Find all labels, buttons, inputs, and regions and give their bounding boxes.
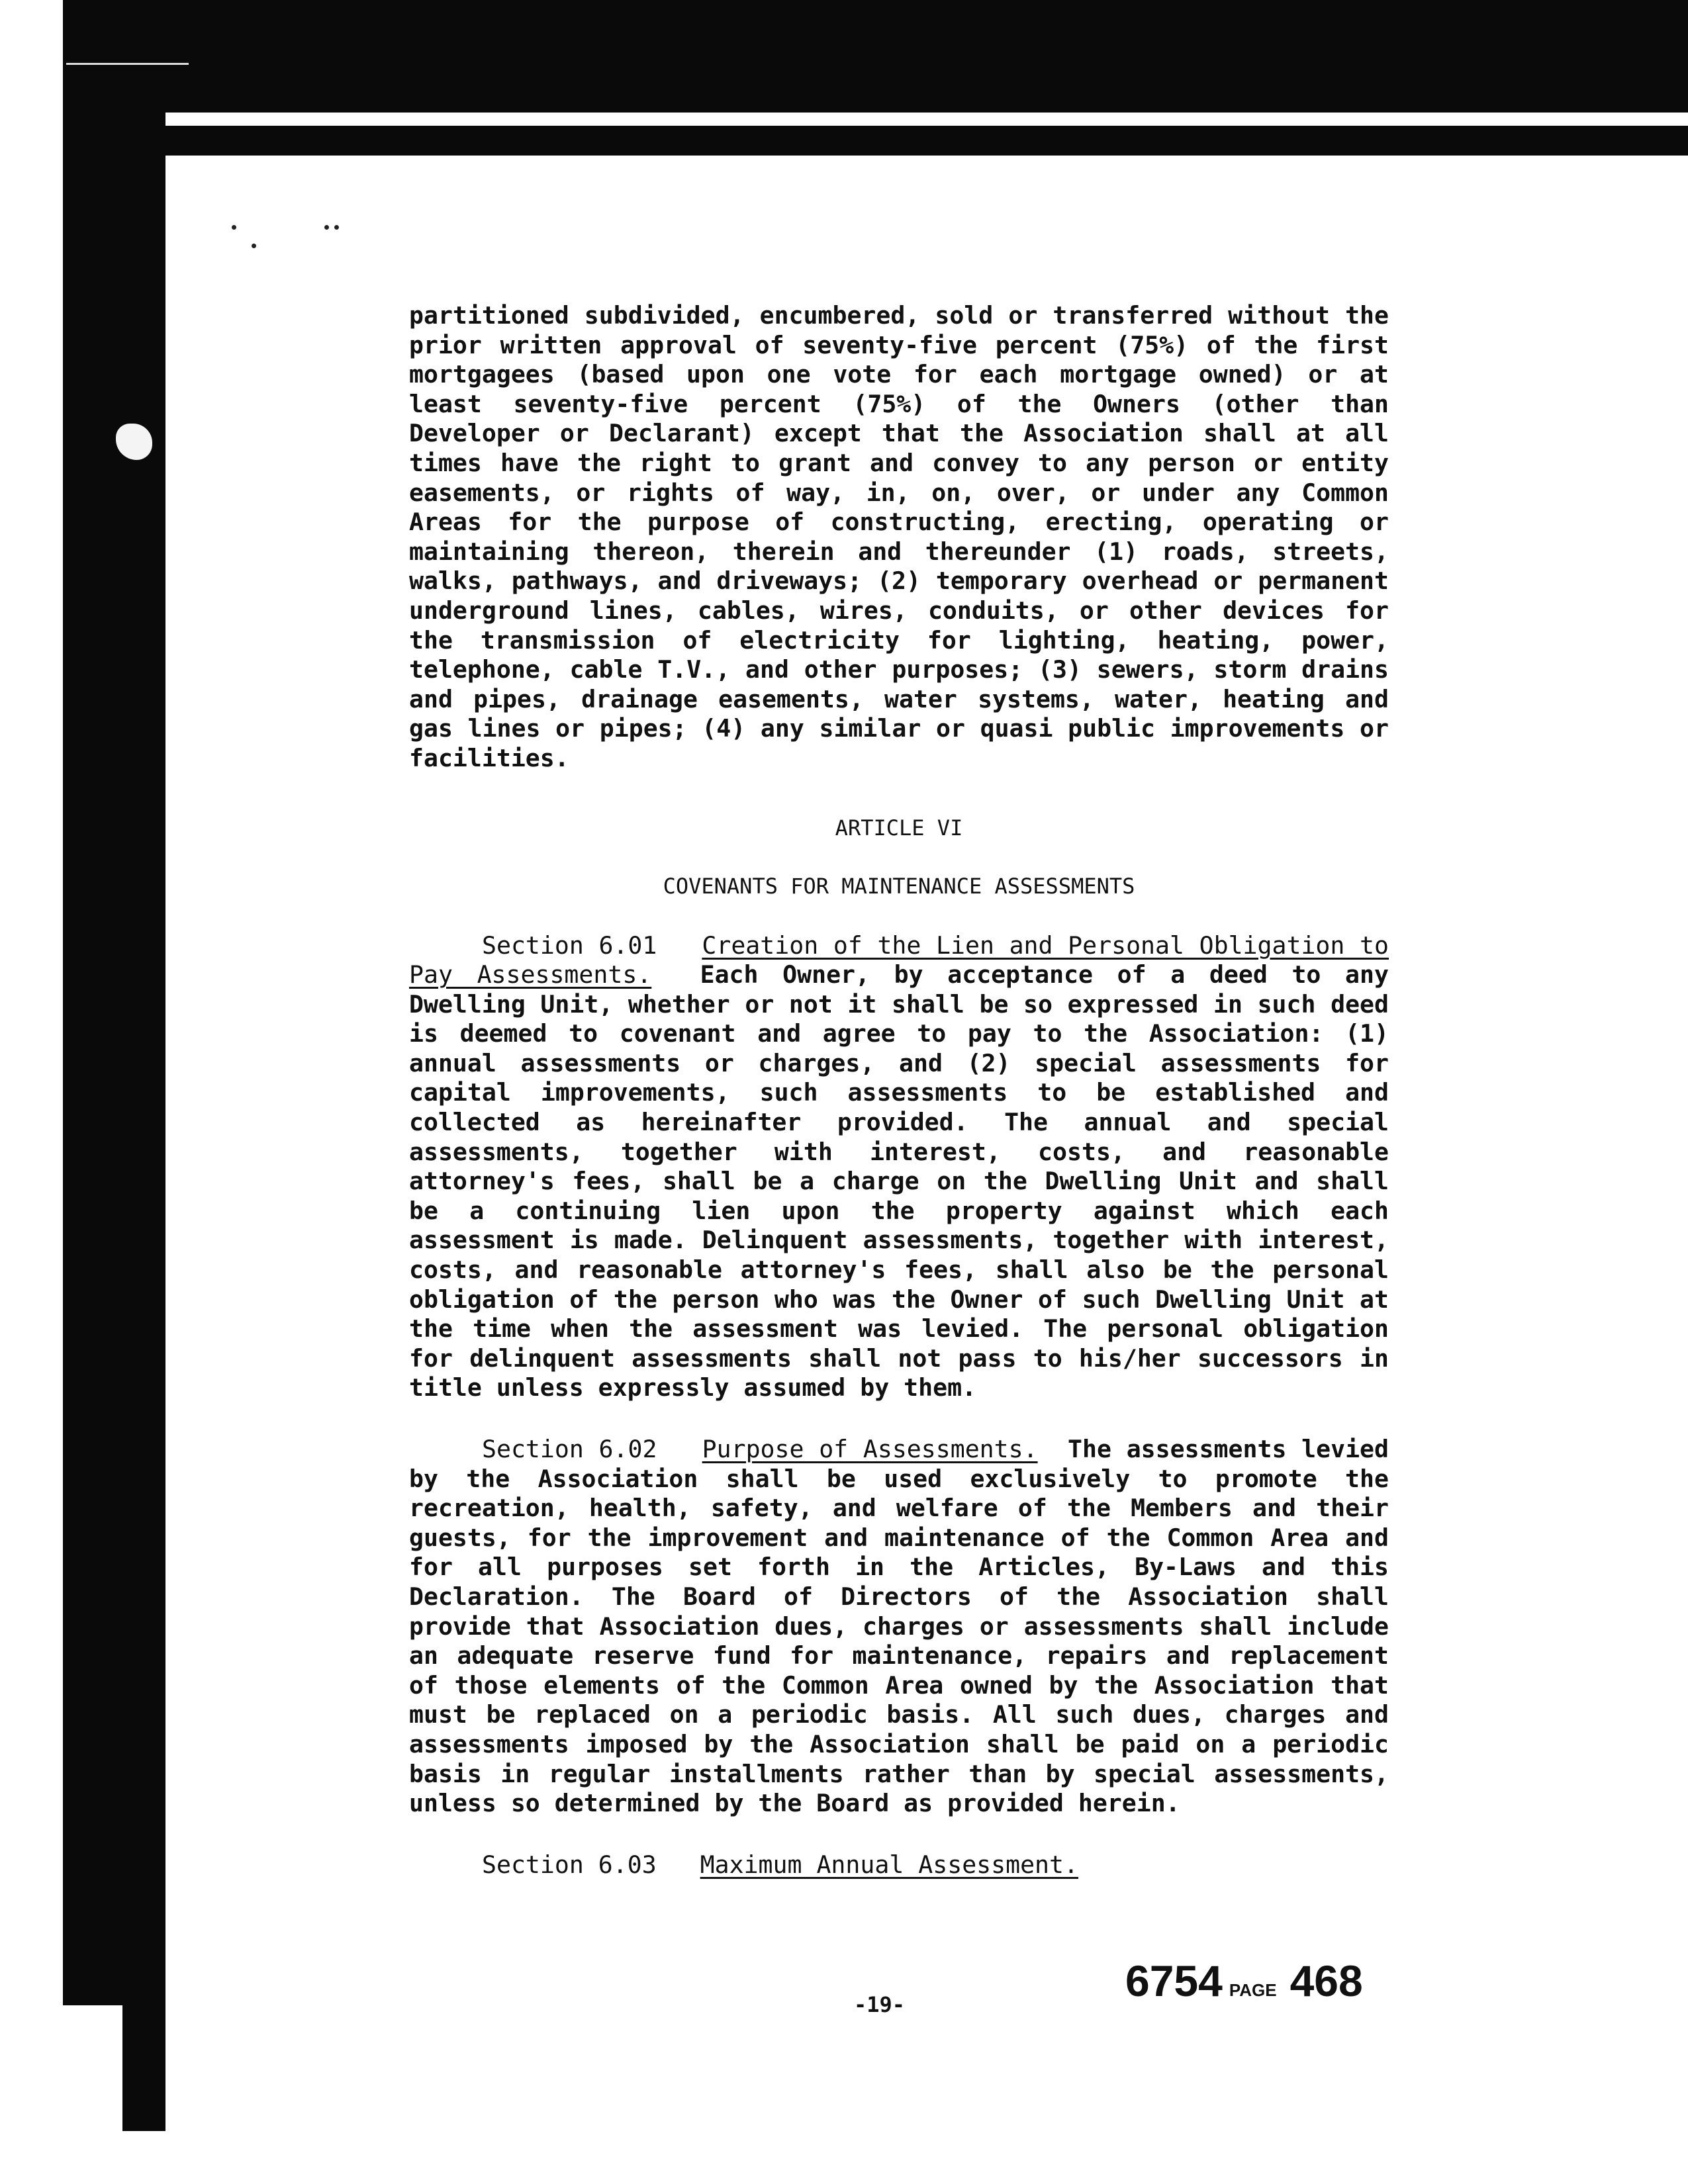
- section-6-03-number: Section 6.03: [482, 1850, 657, 1879]
- section-6-02: [409, 1435, 1389, 1819]
- page-label: PAGE: [1229, 1980, 1277, 2000]
- scan-speck: [232, 225, 236, 230]
- scan-speck: [252, 244, 256, 248]
- section-6-02-body: The assessments levied by the Association shall be used exclusively to promote the recreation, health, safety, and welfare of the Members and their guests, for the improvement and maintenance of the Common Area and for all purposes set forth in the Articles, By-Laws and this Declaration. The Board of Directors of the Association shall provide that Association dues, charges or assessments shall include an adequate reserve fund for maintenance, repairs and replacement of those elements of the Common Area owned by the Association that must be replaced on a periodic basis. All such dues, charges and assessments imposed by the Association shall be paid on a periodic basis in regular installments rather than by special assessments, unless so determined by the Board as provided herein.: [409, 1435, 1389, 1818]
- scan-border-left: [63, 113, 165, 2005]
- section-6-01: [409, 931, 1389, 1404]
- section-6-02-title: Purpose of Assessments.: [702, 1435, 1038, 1463]
- article-title: COVENANTS FOR MAINTENANCE ASSESSMENTS: [663, 873, 1135, 899]
- recording-book-page-stamp: [1125, 1956, 1363, 2006]
- body-paragraph-continued: partitioned subdivided, encumbered, sold or transferred without the prior written approval of seventy-five percent (75%) of the first mortgagees (based upon one vote for each mortgage owned) or at least seventy-five percent (75%) of the Owners (other than Developer or Declarant) except that the Association shall at all times have the right to grant and convey to any person or entity easements, or rights of way, in, on, over, or under any Common Areas for the purpose of constructing, erecting, operating or maintaining thereon, therein and thereunder (1) roads, streets, walks, pathways, and driveways; (2) temporary overhead or permanent underground lines, cables, wires, conduits, or other devices for the transmission of electricity for lighting, heating, power, telephone, cable T.V., and other purposes; (3) sewers, storm drains and pipes, drainage easements, water systems, water, heating and gas lines or pipes; (4) any similar or quasi public improvements or facilities.: [409, 301, 1389, 772]
- section-6-01-title: Creation of the Lien and Personal Obligation to Pay Assessments.: [409, 931, 1389, 989]
- book-number: 6754: [1125, 1956, 1223, 2005]
- section-6-01-body: Each Owner, by acceptance of a deed to any Dwelling Unit, whether or not it shall be so expressed in such deed is deemed to covenant and agree to pay to the Association: (1) annual assessments or charges, and (2) special assessments for capital improvements, such assessments to be established and collected as hereinafter provided. The annual and special assessments, together with interest, costs, and reasonable attorney's fees, shall be a charge on the Dwelling Unit and shall be a continuing lien upon the property against which each assessment is made. Delinquent assessments, together with interest, costs, and reasonable attorney's fees, shall also be the personal obligation of the person who was the Owner of such Dwelling Unit at the time when the assessment was levied. The personal obligation for delinquent assessments shall not pass to his/her successors in title unless expressly assumed by them.: [409, 960, 1389, 1402]
- section-6-02-number: Section 6.02: [482, 1435, 657, 1463]
- section-6-03: [409, 1850, 1389, 1880]
- recording-page-number: 468: [1289, 1956, 1363, 2005]
- article-heading: ARTICLE VI: [835, 815, 963, 841]
- document-body: [409, 301, 1389, 1880]
- page-number: -19-: [854, 1992, 906, 2017]
- scan-dash-mark: [66, 63, 189, 65]
- scan-speck: [334, 225, 339, 230]
- scan-border-top-inner: [63, 126, 1688, 156]
- section-6-03-title: Maximum Annual Assessment.: [700, 1850, 1078, 1879]
- scan-border-top: [63, 0, 1688, 113]
- scan-speck: [324, 225, 329, 230]
- section-6-01-number: Section 6.01: [482, 931, 657, 960]
- scan-border-left-lower: [122, 1919, 165, 2131]
